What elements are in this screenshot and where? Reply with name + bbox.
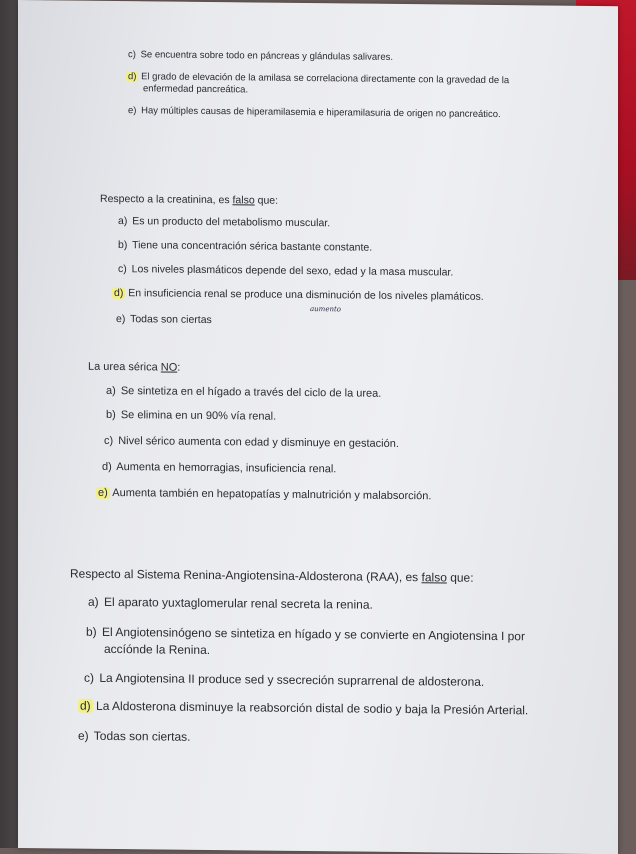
option-letter: d) bbox=[102, 460, 112, 473]
option-letter-highlighted: d) bbox=[128, 71, 137, 83]
option-text: En insuficiencia renal se produce una disminución de los niveles plamáticos. bbox=[128, 287, 484, 303]
q2-option-b bbox=[104, 409, 276, 423]
option-letter: b) bbox=[118, 239, 128, 252]
option-letter: a) bbox=[88, 594, 99, 609]
q3-option-b-cont bbox=[104, 642, 210, 657]
option-letter: c) bbox=[128, 49, 136, 61]
q2-option-d bbox=[100, 461, 336, 475]
q3-option-a bbox=[86, 595, 373, 612]
option-text: Hay múltiples causas de hiperamilasemia e hiperamilasuria de origen no pancreático. bbox=[141, 105, 501, 121]
q3-option-d bbox=[78, 699, 528, 718]
option-letter-highlighted: d) bbox=[114, 287, 124, 300]
q2-option-a bbox=[104, 385, 381, 400]
option-text: Nivel sérico aumenta con edad y disminuye en gestación. bbox=[118, 435, 399, 450]
option-text: Se elimina en un 90% vía renal. bbox=[120, 409, 277, 423]
option-letter-highlighted: e) bbox=[98, 486, 108, 499]
stem-keyword: falso bbox=[232, 194, 255, 207]
option-letter: e) bbox=[128, 105, 137, 117]
option-letter-highlighted: d) bbox=[80, 698, 91, 713]
option-text: Aumenta también en hepatopatías y malnutrición y malabsorción. bbox=[112, 486, 432, 503]
q2-stem bbox=[88, 361, 180, 374]
q3-option-c bbox=[82, 671, 484, 689]
q1-option-a bbox=[116, 215, 330, 229]
option-text: El aparato yuxtaglomerular renal secreta la renina. bbox=[104, 594, 373, 612]
q0-option-d-cont bbox=[143, 83, 248, 95]
option-letter: e) bbox=[116, 313, 126, 326]
q1-option-b bbox=[116, 239, 372, 254]
option-letter: a) bbox=[106, 384, 116, 398]
handwritten-annotation: aumento bbox=[310, 305, 341, 314]
exam-paper bbox=[18, 0, 618, 854]
option-letter: c) bbox=[84, 670, 94, 685]
stem-text: Respecto al Sistema Renina-Angiotensina-Aldosterona (RAA), es bbox=[70, 566, 422, 585]
q3-stem bbox=[70, 567, 474, 585]
q3-option-e bbox=[76, 729, 191, 744]
option-text: El grado de elevación de la amilasa se correlaciona directamente con la gravedad de la bbox=[141, 71, 510, 87]
option-letter: c) bbox=[118, 263, 127, 276]
option-text: La Angiotensina II produce sed y ssecreción suprarrenal de aldosterona. bbox=[99, 670, 485, 689]
option-text-continued: accíónde la Renina. bbox=[104, 641, 211, 658]
q1-option-c bbox=[116, 263, 453, 279]
stem-keyword: NO bbox=[160, 361, 178, 374]
q3-option-b bbox=[84, 625, 525, 644]
stem-text-end: que: bbox=[446, 570, 474, 585]
stem-text: La urea sérica bbox=[88, 360, 161, 374]
option-text: Aumenta en hemorragias, insuficiencia renal. bbox=[116, 461, 337, 476]
q1-stem bbox=[100, 193, 278, 207]
option-text: El Angiotensinógeno se sintetiza en hígado y se convierte en Angiotensina I por bbox=[102, 624, 525, 644]
option-text: La Aldosterona disminuye la reabsorción distal de sodio y baja la Presión Arterial. bbox=[96, 698, 529, 718]
option-letter: b) bbox=[106, 408, 116, 422]
option-letter: e) bbox=[78, 728, 89, 743]
option-letter: a) bbox=[118, 215, 128, 228]
q0-option-c bbox=[126, 49, 393, 63]
q1-option-e bbox=[114, 313, 212, 326]
option-text: Se sintetiza en el hígado a través del ciclo de la urea. bbox=[120, 385, 382, 400]
option-text: Los niveles plasmáticos depende del sexo, edad y la masa muscular. bbox=[131, 263, 454, 279]
option-text: Es un producto del metabolismo muscular. bbox=[132, 215, 331, 230]
option-text: Todas son ciertas. bbox=[93, 728, 191, 744]
option-text: Todas son ciertas bbox=[130, 313, 212, 327]
q1-option-d bbox=[112, 287, 484, 303]
option-letter: b) bbox=[86, 624, 97, 639]
stem-text: Respecto a la creatinina, es bbox=[100, 192, 233, 207]
option-letter: c) bbox=[104, 434, 114, 447]
stem-keyword: falso bbox=[421, 570, 447, 585]
q2-option-e bbox=[96, 487, 431, 503]
stem-text-end: : bbox=[177, 361, 181, 374]
option-text-continued: enfermedad pancreática. bbox=[143, 83, 249, 96]
q2-option-c bbox=[102, 435, 399, 450]
option-text: Tiene una concentración sérica bastante constante. bbox=[132, 239, 373, 254]
stem-text-end: que: bbox=[254, 194, 279, 207]
option-text: Se encuentra sobre todo en páncreas y glándulas salivares. bbox=[140, 49, 393, 63]
q0-option-e bbox=[126, 105, 501, 120]
